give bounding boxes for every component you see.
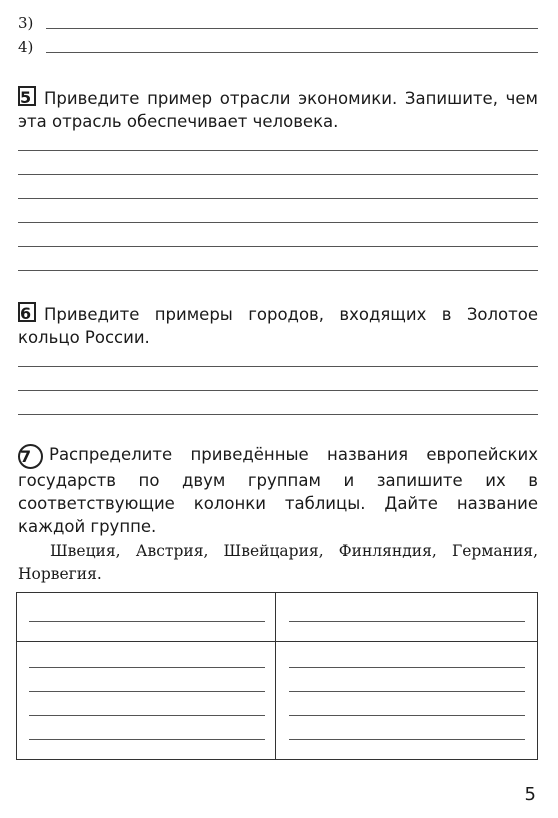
answer-line[interactable] [18, 174, 538, 175]
answer-line[interactable] [46, 52, 538, 53]
group-title-line-left[interactable] [29, 621, 265, 622]
page-number: 5 [524, 784, 536, 805]
country-list: Швеция, Австрия, Швейцария, Финляндия, Германия, Норвегия. [18, 542, 538, 583]
answer-line[interactable] [18, 414, 538, 415]
item-number: 3) [18, 14, 34, 32]
answer-item-3[interactable] [18, 10, 538, 32]
table-cell-line[interactable] [29, 667, 265, 668]
answer-line[interactable] [18, 222, 538, 223]
answer-line[interactable] [18, 270, 538, 271]
table-cell-line[interactable] [289, 667, 525, 668]
task-5-text: Приведите пример отрасли экономики. Запишите, чем эта отрасль обеспечивает человека. [18, 89, 538, 131]
answer-item-4[interactable] [18, 34, 538, 56]
answer-line[interactable] [18, 150, 538, 151]
answer-line[interactable] [18, 246, 538, 247]
task-number-box: 5 [18, 86, 36, 106]
task-number-circle: 7 [18, 444, 43, 469]
answer-line[interactable] [18, 198, 538, 199]
task-6-text: Приведите примеры городов, входящих в Золотое кольцо России. [18, 305, 538, 347]
column-divider [275, 593, 276, 759]
answer-table [16, 592, 538, 760]
task-7 [18, 443, 538, 538]
table-cell-line[interactable] [289, 739, 525, 740]
task-number-box: 6 [18, 302, 36, 322]
task-5 [18, 86, 538, 133]
table-cell-line[interactable] [29, 739, 265, 740]
header-divider [17, 641, 537, 642]
table-cell-line[interactable] [289, 715, 525, 716]
group-title-line-right[interactable] [289, 621, 525, 622]
table-cell-line[interactable] [289, 691, 525, 692]
task-7-text: Распределите приведённые названия европейских государств по двум группам и запишите их в соответствующие колонки таблицы. Дайте название каждой группе. [18, 445, 538, 536]
item-number: 4) [18, 38, 34, 56]
answer-line[interactable] [46, 28, 538, 29]
table-cell-line[interactable] [29, 715, 265, 716]
table-cell-line[interactable] [29, 691, 265, 692]
task-6 [18, 302, 538, 349]
answer-line[interactable] [18, 390, 538, 391]
answer-line[interactable] [18, 366, 538, 367]
